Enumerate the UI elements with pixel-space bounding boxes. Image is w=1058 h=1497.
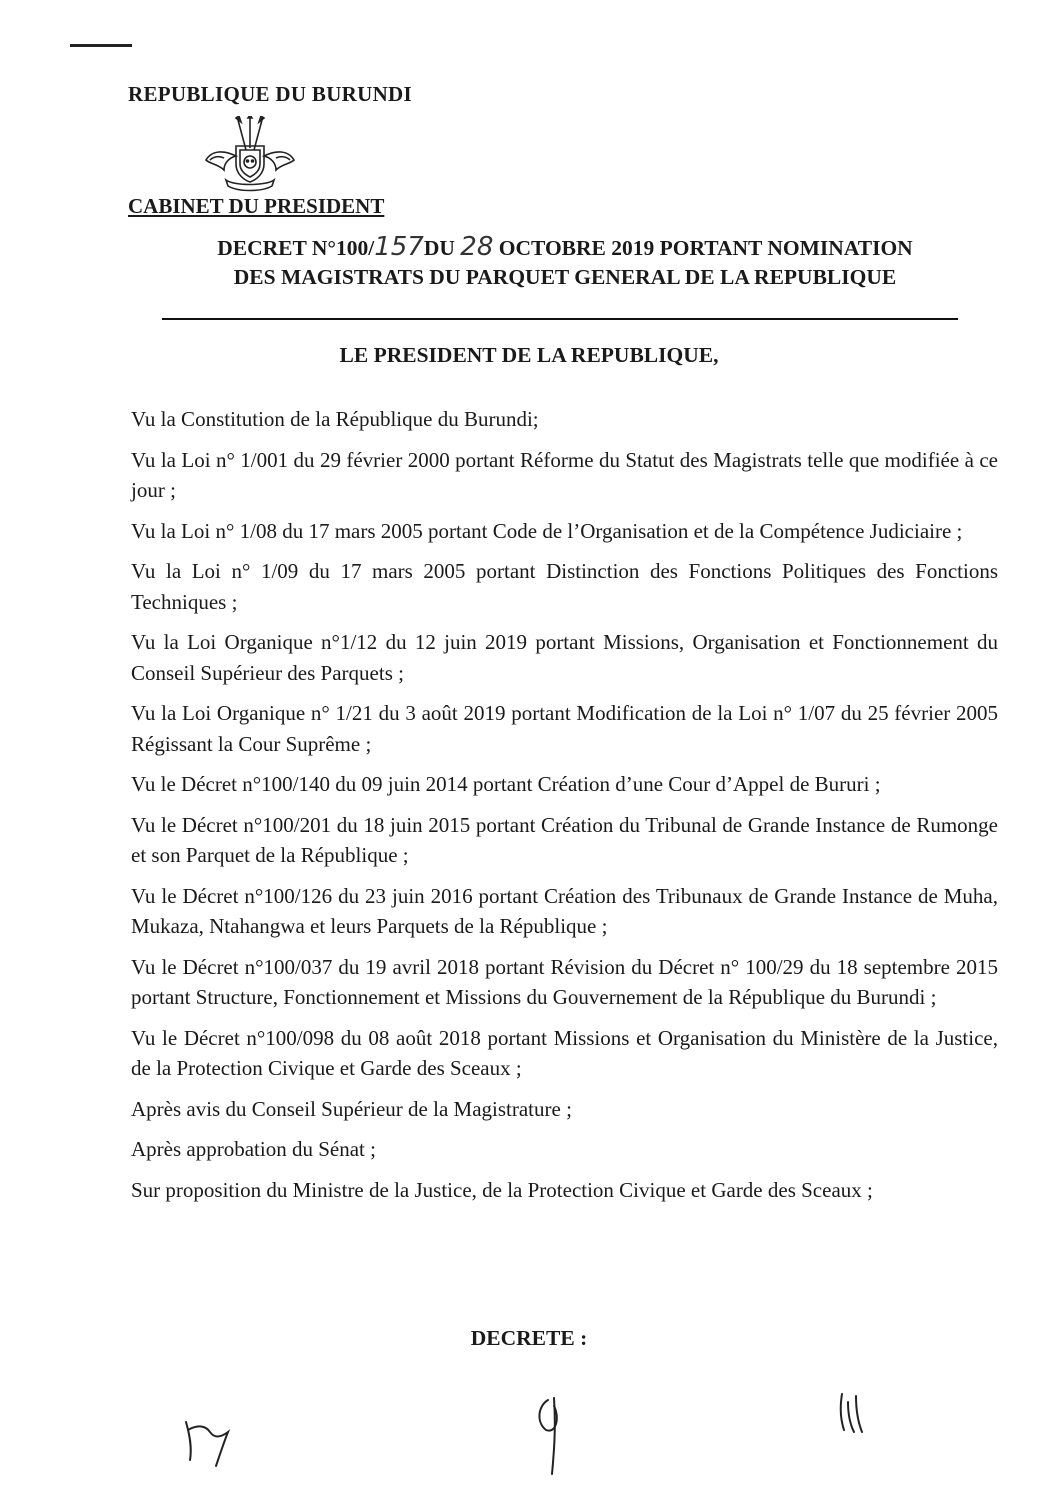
president-heading: LE PRESIDENT DE LA REPUBLIQUE, [339, 343, 719, 367]
preamble-item: Vu la Loi Organique n°1/12 du 12 juin 2019 portant Missions, Organisation et Fonctionnement du Conseil Supérieur des Parquets ; [131, 630, 998, 685]
preamble-item: Après approbation du Sénat ; [131, 1137, 376, 1161]
decree-date-subject: OCTOBRE 2019 PORTANT NOMINATION [498, 236, 913, 260]
country-name: REPUBLIQUE DU BURUNDI [128, 82, 412, 106]
preamble-item: Sur proposition du Ministre de la Justice, de la Protection Civique et Garde des Sceaux ; [131, 1177, 873, 1202]
title-divider [162, 318, 958, 320]
letterhead [128, 82, 412, 218]
preamble-item: Vu la Loi n° 1/09 du 17 mars 2005 portant Distinction des Fonctions Politiques des Fonctions Techniques ; [131, 559, 998, 614]
corner-mark [70, 44, 132, 47]
preamble-item: Vu la Constitution de la République du Burundi; [131, 407, 539, 431]
decree-day-handwritten: 28 [460, 232, 494, 262]
decree-number-handwritten: 157 [374, 232, 424, 262]
preamble-item: Vu le Décret n°100/201 du 18 juin 2015 portant Création du Tribunal de Grande Instance de Rumonge et son Parquet de la République ; [131, 812, 998, 867]
preamble-item: Vu le Décret n°100/098 du 08 août 2018 portant Missions et Organisation du Ministère de la Justice, de la Protection Civique et Garde des Sceaux ; [131, 1025, 998, 1080]
burundi-coat-of-arms-icon [202, 116, 298, 192]
decree-prefix: DECRET N°100/ [217, 236, 375, 260]
preamble-item: Après avis du Conseil Supérieur de la Magistrature ; [131, 1096, 572, 1121]
preamble [131, 404, 998, 1215]
decrete-heading: DECRETE : [470, 1326, 588, 1350]
preamble-item: Vu la Loi n° 1/001 du 29 février 2000 portant Réforme du Statut des Magistrats telle que modifiée à ce jour ; [131, 447, 998, 502]
decree-title-line-2: DES MAGISTRATS DU PARQUET GENERAL DE LA REPUBLIQUE [233, 265, 897, 289]
decree-title-line-1 [140, 233, 990, 263]
decree-title [140, 233, 990, 292]
handwritten-initials-icon [0, 1360, 1058, 1490]
preamble-item: Vu la Loi Organique n° 1/21 du 3 août 2019 portant Modification de la Loi n° 1/07 du 25 février 2005 Régissant la Cour Suprême ; [131, 701, 998, 756]
preamble-item: Vu le Décret n°100/140 du 09 juin 2014 portant Création d’une Cour d’Appel de Bururi ; [131, 772, 881, 796]
preamble-item: Vu le Décret n°100/126 du 23 juin 2016 portant Création des Tribunaux de Grande Instance de Muha, Mukaza, Ntahangwa et leurs Parquets de la République ; [131, 883, 998, 938]
preamble-item: Vu la Loi n° 1/08 du 17 mars 2005 portant Code de l’Organisation et de la Compétence Judiciaire ; [131, 518, 963, 543]
preamble-item: Vu le Décret n°100/037 du 19 avril 2018 portant Révision du Décret n° 100/29 du 18 septembre 2015 portant Structure, Fonctionnement et Missions du Gouvernement de la République du Burundi ; [131, 954, 998, 1009]
decree-du: DU [423, 236, 455, 260]
cabinet-title: CABINET DU PRESIDENT [128, 194, 385, 218]
